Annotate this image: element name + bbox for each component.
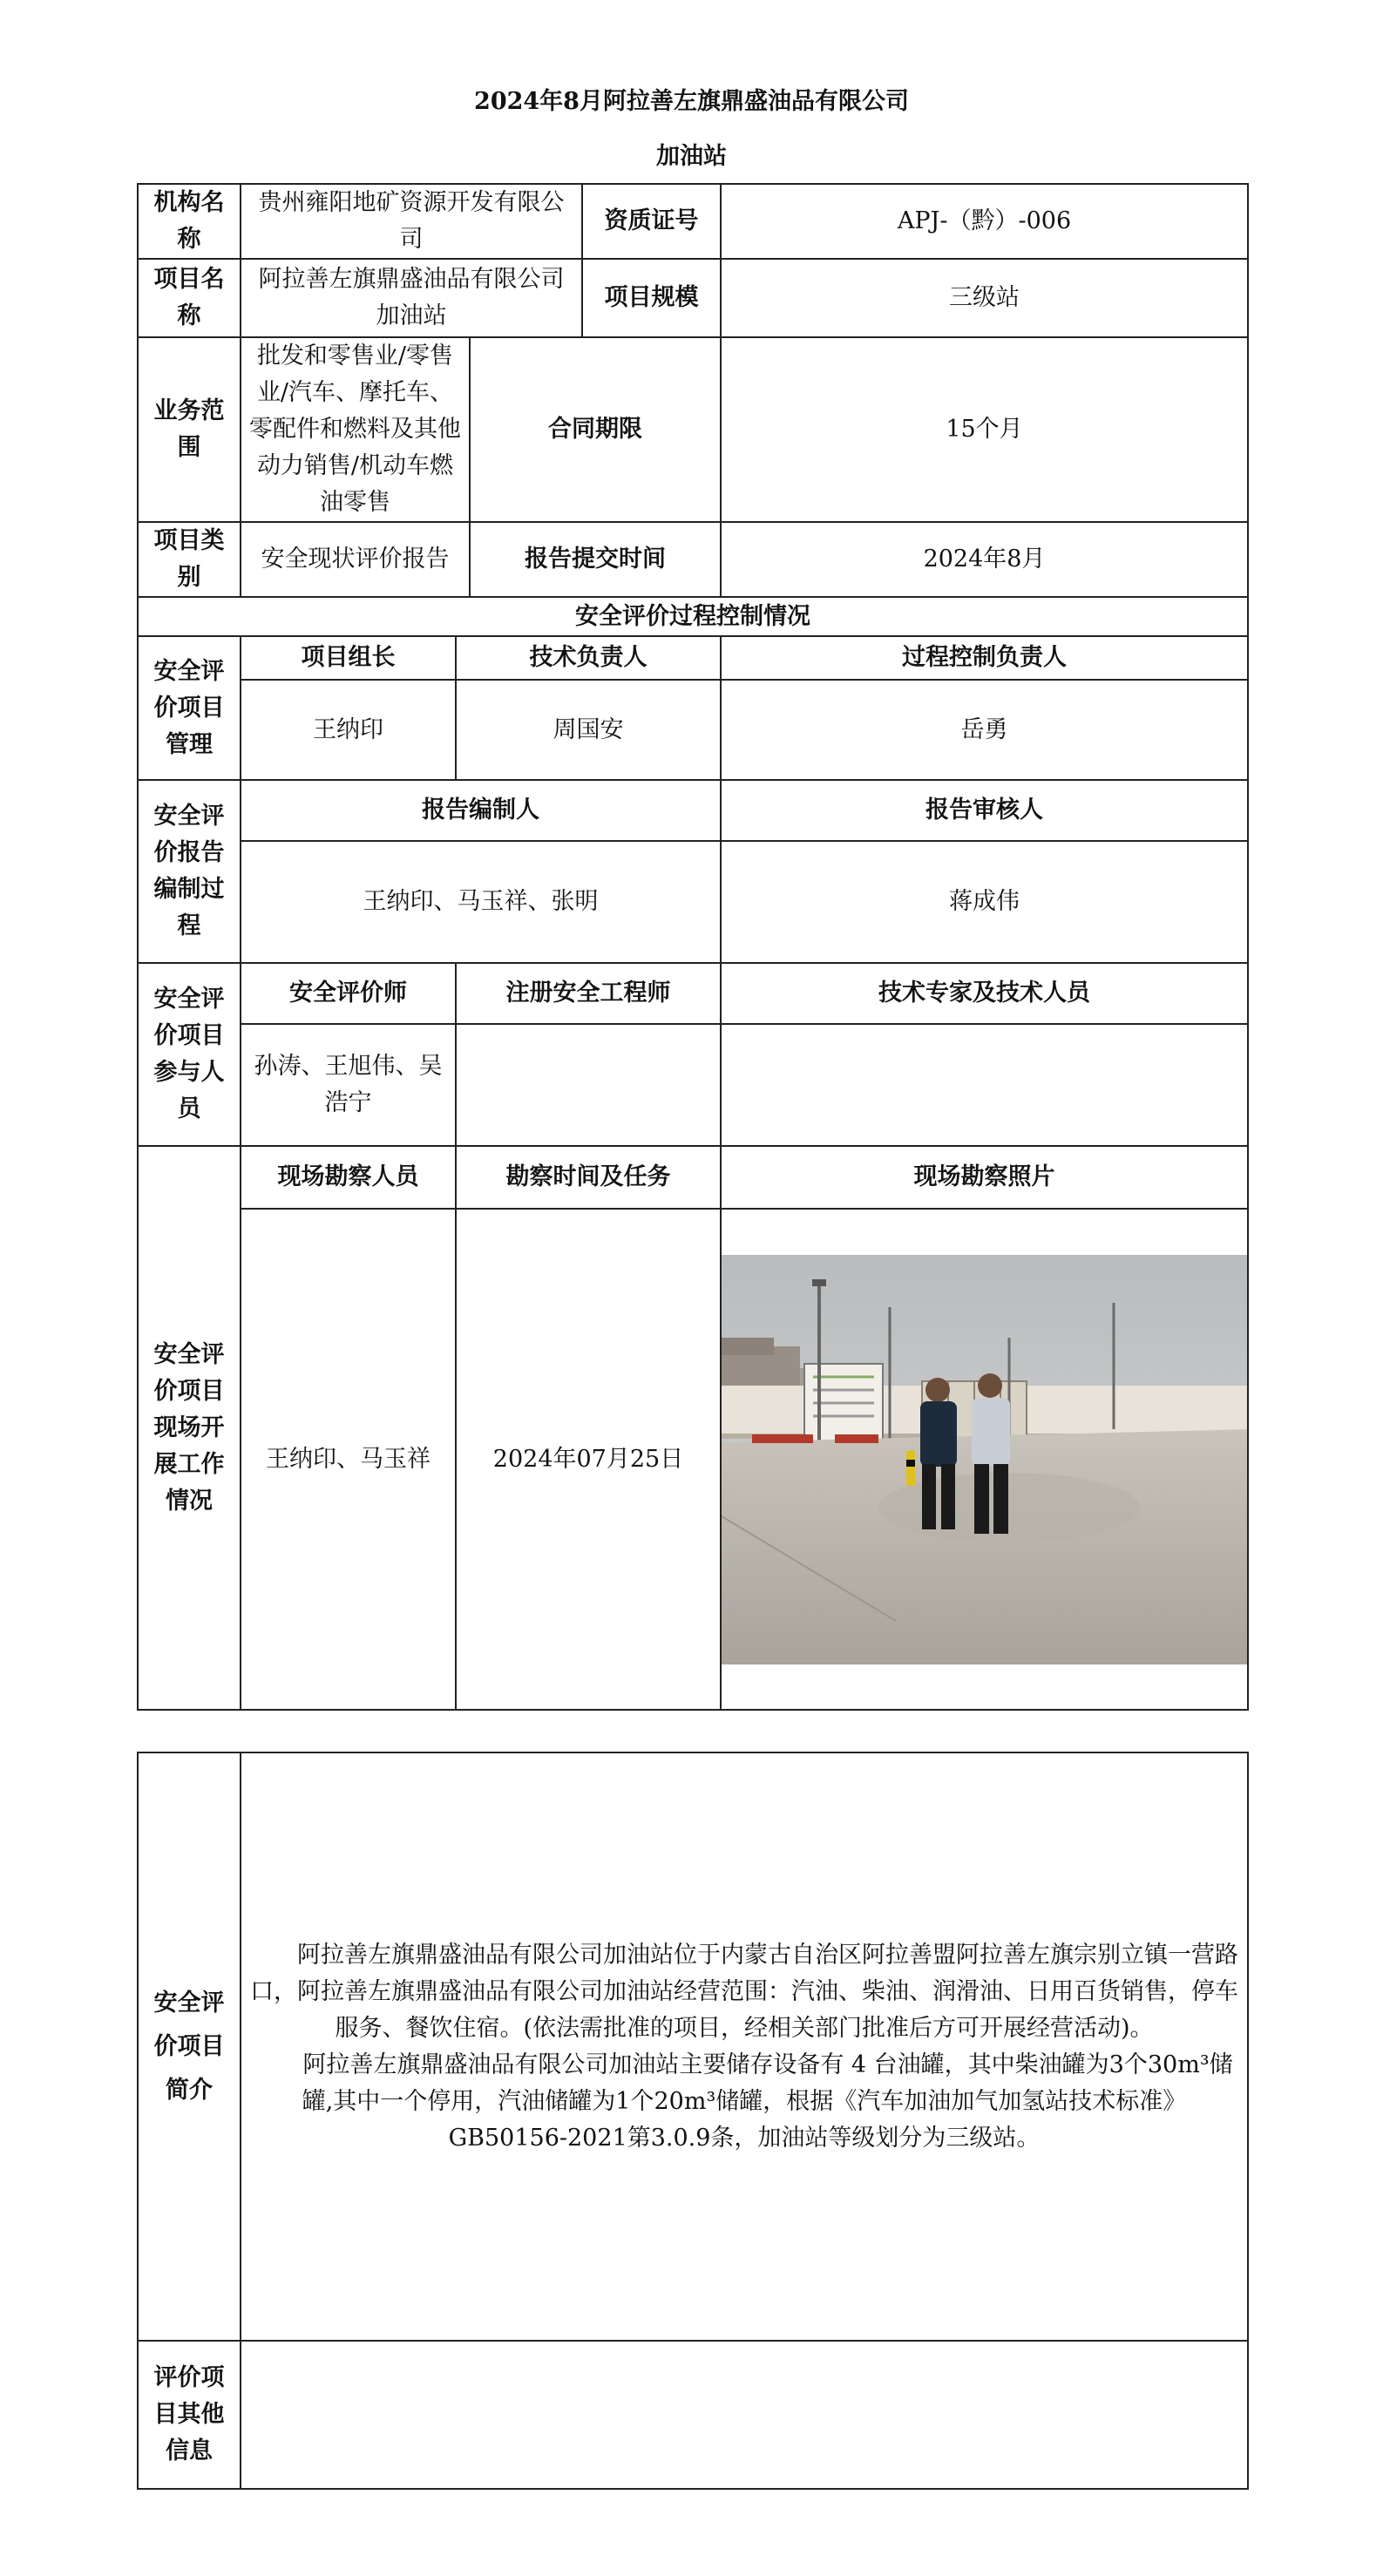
scale-value: 三级站 bbox=[721, 259, 1248, 337]
row-project bbox=[138, 259, 1248, 337]
project-value: 阿拉善左旗鼎盛油品有限公司加油站 bbox=[241, 259, 582, 337]
row-intro bbox=[138, 1752, 1248, 2341]
site-inspection-photo bbox=[722, 1255, 1248, 1664]
scale-label: 项目规模 bbox=[582, 259, 721, 337]
process-control-lead-value: 岳勇 bbox=[721, 680, 1248, 780]
submit-time-label: 报告提交时间 bbox=[470, 522, 721, 597]
document-title-line2: 加油站 bbox=[656, 143, 727, 170]
evaluation-info-table bbox=[137, 183, 1249, 1711]
org-value: 贵州雍阳地矿资源开发有限公司 bbox=[241, 184, 582, 259]
report-author-header: 报告编制人 bbox=[241, 780, 721, 841]
report-reviewer-value: 蒋成伟 bbox=[721, 841, 1248, 963]
row-staff-headers bbox=[138, 963, 1248, 1024]
qualification-value: APJ-（黔）-006 bbox=[721, 184, 1248, 259]
row-site-headers bbox=[138, 1146, 1248, 1209]
safety-assessor-header: 安全评价师 bbox=[241, 963, 456, 1024]
row-organization bbox=[138, 184, 1248, 259]
technical-lead-value: 周国安 bbox=[456, 680, 721, 780]
intro-content bbox=[241, 1752, 1248, 2341]
org-label: 机构名称 bbox=[138, 184, 241, 259]
registered-engineer-value bbox=[456, 1024, 721, 1146]
report-process-label: 安全评价报告编制过程 bbox=[138, 780, 241, 963]
row-project-type bbox=[138, 522, 1248, 597]
tech-experts-header: 技术专家及技术人员 bbox=[721, 963, 1248, 1024]
safety-assessor-value: 孙涛、王旭伟、吴浩宁 bbox=[241, 1024, 456, 1146]
contract-value: 15个月 bbox=[721, 337, 1248, 522]
site-photo-cell bbox=[721, 1209, 1248, 1710]
report-reviewer-header: 报告审核人 bbox=[721, 780, 1248, 841]
tech-experts-value bbox=[721, 1024, 1248, 1146]
technical-lead-header: 技术负责人 bbox=[456, 636, 721, 680]
intro-paragraph-1: 阿拉善左旗鼎盛油品有限公司加油站位于内蒙古自治区阿拉善盟阿拉善左旗宗别立镇一营路口，阿拉善左旗鼎盛油品有限公司加油站经营范围：汽油、柴油、润滑油、日用百货销售，停车服务、餐饮住宿。(依法需批准的项目，经相关部门批准后方可开展经营活动)。 bbox=[250, 1941, 1238, 2042]
report-author-value: 王纳印、马玉祥、张明 bbox=[241, 841, 721, 963]
site-time-task-header: 勘察时间及任务 bbox=[456, 1146, 721, 1209]
row-business-scope bbox=[138, 337, 1248, 522]
row-staff-values bbox=[138, 1024, 1248, 1146]
site-photo-header: 现场勘察照片 bbox=[721, 1146, 1248, 1209]
other-info-label: 评价项目其他信息 bbox=[138, 2341, 241, 2489]
management-label: 安全评价项目管理 bbox=[138, 636, 241, 780]
team-leader-header: 项目组长 bbox=[241, 636, 456, 680]
site-work-label: 安全评价项目现场开展工作情况 bbox=[138, 1146, 241, 1710]
staff-label: 安全评价项目参与人员 bbox=[138, 963, 241, 1146]
scope-value: 批发和零售业/零售业/汽车、摩托车、零配件和燃料及其他动力销售/机动车燃油零售 bbox=[241, 337, 470, 522]
intro-label: 安全评价项目简介 bbox=[138, 1752, 241, 2341]
row-management-values bbox=[138, 680, 1248, 780]
document-title-line1: 2024年8月阿拉善左旗鼎盛油品有限公司 bbox=[474, 88, 909, 115]
row-report-values bbox=[138, 841, 1248, 963]
project-intro-table bbox=[137, 1752, 1249, 2490]
row-site-values bbox=[138, 1209, 1248, 1710]
project-label: 项目名称 bbox=[138, 259, 241, 337]
site-staff-header: 现场勘察人员 bbox=[241, 1146, 456, 1209]
team-leader-value: 王纳印 bbox=[241, 680, 456, 780]
row-report-headers bbox=[138, 780, 1248, 841]
scope-label: 业务范围 bbox=[138, 337, 241, 522]
qualification-label: 资质证号 bbox=[582, 184, 721, 259]
other-info-value bbox=[241, 2341, 1248, 2489]
process-control-header: 安全评价过程控制情况 bbox=[138, 597, 1248, 636]
registered-engineer-header: 注册安全工程师 bbox=[456, 963, 721, 1024]
process-control-lead-header: 过程控制负责人 bbox=[721, 636, 1248, 680]
type-value: 安全现状评价报告 bbox=[241, 522, 470, 597]
intro-paragraph-2: 阿拉善左旗鼎盛油品有限公司加油站主要储存设备有 4 台油罐，其中柴油罐为3个30m³储罐,其中一个停用，汽油储罐为1个20m³储罐，根据《汽车加油加气加氢站技术标准》GB50156-2021第3.0.9条，加油站等级划分为三级站。 bbox=[302, 2051, 1233, 2152]
contract-label: 合同期限 bbox=[470, 337, 721, 522]
type-label: 项目类别 bbox=[138, 522, 241, 597]
row-other-info bbox=[138, 2341, 1248, 2489]
row-management-headers bbox=[138, 636, 1248, 680]
site-time-task-value: 2024年07月25日 bbox=[456, 1209, 721, 1710]
row-section-header bbox=[138, 597, 1248, 636]
submit-time-value: 2024年8月 bbox=[721, 522, 1248, 597]
site-staff-value: 王纳印、马玉祥 bbox=[241, 1209, 456, 1710]
